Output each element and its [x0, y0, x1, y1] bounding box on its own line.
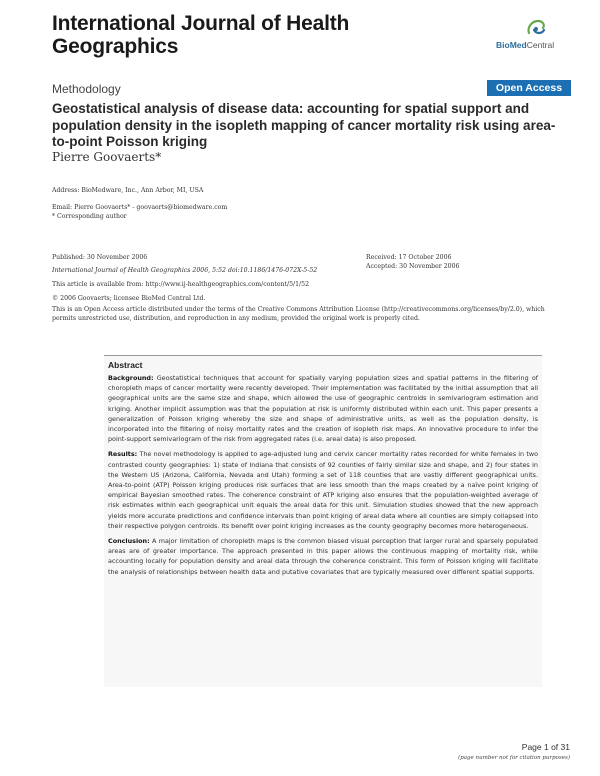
page-number-note: (page number not for citation purposes) — [458, 755, 570, 761]
article-section-label: Methodology — [52, 82, 121, 96]
article-title: Geostatistical analysis of disease data: accounting for spatial support and population density in the isopleth mapping of cancer mortality risk using area-to-point Poisson kriging — [52, 101, 556, 149]
published-date: Published: 30 November 2006 — [52, 254, 148, 261]
results-label: Results: — [108, 450, 138, 459]
article-url[interactable]: This article is available from: http://www.ij-healthgeographics.com/content/5/1/52 — [52, 281, 310, 288]
license-text: This is an Open Access article distributed under the terms of the Creative Commons Attribution License (http://creativecommons.org/licenses/by/2.0), which permits unrestricted use, distribution, and reproduction in any medium, provided the original work is properly cited. — [52, 306, 545, 322]
corresponding-author-note: * Corresponding author — [52, 213, 127, 220]
citation: International Journal of Health Geographics 2006, 5:52 doi:10.1186/1476-072X-5-52 — [52, 267, 318, 274]
conclusion-label: Conclusion: — [108, 537, 150, 546]
author-address: Address: BioMedware, Inc., Ann Arbor, MI, USA — [52, 187, 204, 194]
abstract-conclusion — [108, 536, 538, 577]
abstract-body — [108, 373, 538, 582]
journal-title: International Journal of Health Geographics — [52, 12, 350, 58]
copyright-notice: © 2006 Goovaerts; licensee BioMed Central Ltd. — [52, 295, 206, 302]
open-access-badge: Open Access — [487, 80, 571, 96]
logo-bio-text: BioMed — [496, 40, 527, 50]
logo-central-text: Central — [526, 40, 555, 50]
abstract-heading: Abstract — [108, 360, 143, 370]
results-text: The novel methodology is applied to age-adjusted lung and cervix cancer mortality rates recorded for white females in two contrasted county geographies: 1) state of Indiana that consists of 92 counties of fairly similar size and shape, and 2) four states in the Western US (Arizona, California, Nevada and Utah) forming a set of 118 counties that are vastly different geographical units. Area-to-point (ATP) Poisson kriging produces risk surfaces that are less smooth than the maps created by a naïve point kriging of empirical Bayesian smoothed rates. The coherence constraint of ATP kriging also ensures that the population-weighted average of risk estimates within each geographical unit equals the areal data for this unit. Simulation studies showed that the new approach yields more accurate predictions and confidence intervals than point kriging of areal data where all counties are simply collapsed into their respective polygon centroids. Its benefit over point kriging increases as the county geography becomes more heterogeneous. — [108, 450, 538, 530]
biomed-central-wordmark — [496, 40, 554, 50]
accepted-date: Accepted: 30 November 2006 — [366, 263, 460, 270]
abstract-background — [108, 373, 538, 444]
biomed-central-logo-icon — [525, 18, 547, 38]
abstract-box — [104, 355, 542, 687]
background-text: Geostatistical techniques that account for spatially varying population sizes and spatial patterns in the filtering of choropleth maps of cancer mortality were recently developed. Their implementation was facilitated by the initial assumption that all geographical units are the same size and shape, which allowed the use of geographic centroids in semivariogram estimation and kriging. Another implicit assumption was that the population at risk is uniformly distributed within each unit. This paper presents a generalization of Poisson kriging whereby the size and shape of administrative units, as well as the population density, is incorporated into the filtering of noisy mortality rates and the creation of isopleth risk maps. An innovative procedure to infer the point-support semivariogram of the risk from aggregated rates (i.e. areal data) is also proposed. — [108, 374, 538, 444]
author-email[interactable]: Email: Pierre Goovaerts* - goovaerts@biomedware.com — [52, 204, 228, 211]
page-number: Page 1 of 31 — [521, 742, 570, 752]
author-name[interactable]: Pierre Goovaerts* — [52, 150, 162, 164]
conclusion-text: A major limitation of choropleth maps is the common biased visual perception that larger rural and sparsely populated areas are of greater importance. The approach presented in this paper allows the continuous mapping of mortality risk, while accounting locally for population density and areal data through the coherence constraint. This form of Poisson kriging will facilitate the analysis of relationships between health data and putative covariates that are typically measured over different spatial supports. — [108, 537, 538, 576]
biomed-central-logo[interactable] — [496, 18, 566, 54]
received-date: Received: 17 October 2006 — [366, 254, 452, 261]
background-label: Background: — [108, 374, 154, 382]
abstract-results — [108, 449, 538, 531]
